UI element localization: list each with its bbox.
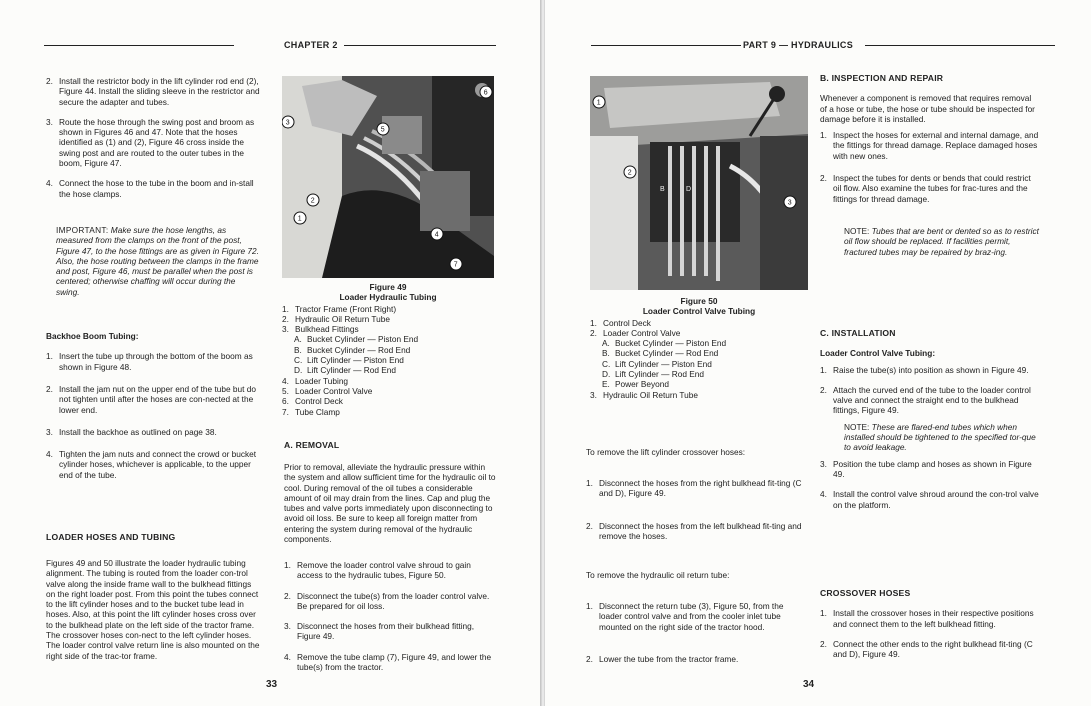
right-running-header [591, 40, 1055, 52]
installation-heading: C. INSTALLATION [820, 328, 896, 338]
legend-item [602, 348, 808, 358]
legend-item [282, 314, 494, 324]
header-rule [344, 45, 496, 46]
item-number: 4. [284, 651, 291, 662]
item-number: 2. [590, 327, 597, 338]
item-text: Disconnect the hoses from the left bulkhead fit-ting and remove the hoses. [599, 520, 802, 541]
item-number: 3. [46, 426, 53, 437]
item-number: 3. [590, 389, 597, 400]
item-number: 3. [284, 621, 291, 632]
backhoe-steps [46, 351, 260, 480]
item-text: Disconnect the return tube (3), Figure 50, from the loader control valve and from the cooler inlet tube mounted on the right side of the tractor hood. [599, 601, 784, 632]
note-bent-tubes [820, 226, 1040, 257]
inspection-heading: B. INSPECTION AND REPAIR [820, 73, 944, 83]
item-number: 2. [586, 653, 593, 664]
photo-letter-d: D [686, 186, 692, 193]
numbered-step [284, 652, 496, 673]
item-number: 5. [282, 385, 289, 396]
removal-heading: A. REMOVAL [284, 440, 340, 450]
item-number: 1. [820, 608, 827, 619]
valve-tubing-steps-a [820, 365, 1040, 416]
inspection-steps [820, 130, 1040, 204]
page-number: 34 [803, 679, 815, 690]
legend-item [602, 369, 808, 379]
legend-item [282, 324, 494, 334]
item-text: Lift Cylinder — Rod End [615, 369, 705, 380]
item-text: Hydraulic Oil Return Tube [603, 389, 698, 400]
item-text: Control Deck [295, 396, 343, 407]
numbered-step [46, 449, 260, 480]
numbered-step [284, 621, 496, 642]
item-number: B. [294, 344, 302, 355]
note-text: Tubes that are bent or dented so as to restrict oil flow should be replaced. If facilities permit, fractured tubes may be repaired by braz-ing. [844, 225, 1039, 257]
figure-49-legend [282, 304, 494, 417]
item-number: 2. [820, 638, 827, 649]
legend-item [602, 379, 808, 389]
item-number: 4. [46, 449, 53, 460]
item-text: Bulkhead Fittings [295, 324, 359, 335]
item-text: Connect the hose to the tube in the boom and in-stall the hose clamps. [59, 178, 254, 199]
item-number: 1. [590, 317, 597, 328]
right-page [545, 0, 1091, 706]
numbered-step [586, 478, 806, 499]
item-text: Install the restrictor body in the lift cylinder rod end (2), Figure 44. Install the sliding sleeve in the restrictor and secure the adapter and tubes. [59, 76, 260, 107]
item-text: Connect the other ends to the right bulkhead fit-ting (C and D), Figure 49. [833, 638, 1033, 660]
item-number: A. [602, 338, 610, 349]
callout-1: 1 [297, 215, 302, 223]
item-text: Disconnect the hoses from the right bulkhead fit-ting (C and D), Figure 49. [599, 478, 802, 499]
item-text: Tube Clamp [295, 406, 340, 417]
item-number: 2. [586, 520, 593, 531]
left-running-header [44, 40, 496, 52]
item-text: Install the control valve shroud around the con-trol valve on the platform. [833, 489, 1039, 510]
photo-letter-b: B [660, 186, 665, 193]
callout-2: 2 [627, 169, 632, 177]
item-text: Control Deck [603, 317, 651, 328]
callout-3: 3 [787, 199, 792, 207]
item-text: Lift Cylinder — Piston End [615, 358, 712, 369]
numbered-step [284, 591, 496, 612]
item-text: Inspect the tubes for dents or bends that could restrict oil flow. Also examine the tubes for frac-tures and the fittings for thread damage. [833, 173, 1031, 204]
legend-item [282, 407, 494, 417]
loader-hoses-heading: LOADER HOSES AND TUBING [46, 532, 176, 542]
item-text: Remove the tube clamp (7), Figure 49, and lower the tube(s) from the tractor. [297, 651, 492, 673]
item-text: Insert the tube up through the bottom of the boom as shown in Figure 48. [59, 351, 253, 372]
figure-50-legend [590, 318, 808, 400]
note-flared-tubes [820, 422, 1040, 453]
figure-49-number: Figure 49 [369, 282, 407, 292]
install-steps [46, 76, 260, 199]
item-text: Remove the loader control valve shroud to gain access to the hydraulic tubes, Figure 50. [297, 560, 471, 581]
crossover-install-section [820, 588, 1040, 659]
note-text: These are flared-end tubes which when installed should be tightened to the specified tor-que to avoid leakage. [844, 421, 1036, 453]
item-number: 1. [282, 303, 289, 314]
figure-49-caption [282, 282, 494, 417]
item-text: Bucket Cylinder — Piston End [307, 334, 419, 345]
callout-6: 6 [483, 89, 488, 97]
legend-item [294, 345, 494, 355]
item-text: Tighten the jam nuts and connect the crowd or bucket cylinder hoses, whichever is applicable, to the upper end of the tube. [59, 449, 257, 480]
item-text: Lift Cylinder — Piston End [307, 355, 404, 366]
figure-49-title: Loader Hydraulic Tubing [339, 292, 437, 303]
header-rule [865, 45, 1055, 46]
crossover-removal-intro: To remove the lift cylinder crossover hoses: [586, 447, 746, 457]
header-rule [591, 45, 741, 46]
numbered-step [46, 351, 260, 372]
item-text: Position the tube clamp and hoses as shown in Figure 49. [833, 458, 1032, 479]
return-tube-steps [586, 601, 806, 664]
item-number: 2. [820, 173, 827, 184]
left-page [0, 0, 541, 706]
item-text: Install the jam nut on the upper end of the tube but do not tighten until after the hoses are con-nected at the lower end. [59, 383, 256, 415]
legend-item [590, 390, 808, 400]
item-number: C. [294, 355, 303, 366]
numbered-step [820, 385, 1040, 416]
right-column-2 [820, 73, 1040, 257]
part-title: PART 9 — HYDRAULICS [743, 40, 854, 50]
item-text: Disconnect the tube(s) from the loader control valve. Be prepared for oil loss. [297, 590, 490, 611]
item-number: 2. [284, 590, 291, 601]
item-number: 2. [46, 383, 53, 394]
item-number: 1. [820, 130, 827, 141]
figure-50-photo [590, 76, 808, 290]
numbered-step [820, 639, 1040, 660]
item-number: D. [602, 369, 611, 380]
item-text: Attach the curved end of the tube to the loader control valve and connect the straight end to the bulkhead fittings, Figure 49. [833, 384, 1031, 416]
numbered-step [820, 173, 1040, 204]
callout-3: 3 [285, 119, 290, 127]
item-number: 1. [586, 478, 593, 488]
important-note [46, 225, 260, 297]
removal-steps [284, 560, 496, 672]
item-number: 7. [282, 406, 289, 417]
item-number: 3. [46, 116, 53, 127]
item-number: 2. [46, 76, 53, 86]
header-rule [44, 45, 234, 46]
callout-7: 7 [453, 261, 458, 269]
backhoe-heading: Backhoe Boom Tubing: [46, 331, 139, 342]
legend-item [282, 396, 494, 406]
crossover-removal-steps [586, 478, 806, 541]
item-text: Tractor Frame (Front Right) [295, 303, 397, 314]
item-text: Install the backhoe as outlined on page 38. [59, 426, 217, 437]
item-number: 4. [282, 375, 289, 386]
callout-1: 1 [596, 99, 601, 107]
item-number: 2. [820, 384, 827, 395]
numbered-step [586, 654, 806, 664]
numbered-step [820, 489, 1040, 510]
item-text: Raise the tube(s) into position as shown in Figure 49. [833, 364, 1029, 375]
item-number: 6. [282, 396, 289, 407]
item-text: Bucket Cylinder — Rod End [615, 348, 719, 359]
legend-item [282, 386, 494, 396]
item-number: 1. [586, 601, 593, 611]
item-number: 1. [46, 351, 53, 362]
numbered-step [284, 560, 496, 581]
numbered-step [46, 427, 260, 437]
chapter-title: CHAPTER 2 [284, 40, 338, 50]
numbered-step [820, 130, 1040, 161]
valve-tubing-heading: Loader Control Valve Tubing: [820, 348, 936, 359]
item-text: Disconnect the hoses from their bulkhead fitting, Figure 49. [297, 621, 475, 642]
item-number: A. [294, 334, 302, 345]
item-number: 2. [282, 313, 289, 324]
numbered-step [820, 459, 1040, 480]
legend-item [294, 365, 494, 375]
callout-5: 5 [380, 126, 385, 134]
numbered-step [820, 608, 1040, 629]
item-text: Loader Control Valve [603, 327, 681, 338]
legend-item [602, 338, 808, 348]
item-text: Install the crossover hoses in their respective positions and connect them to the left bulkhead fitting. [833, 608, 1034, 629]
legend-item [602, 359, 808, 369]
left-column-1 [46, 76, 260, 480]
item-text: Bucket Cylinder — Rod End [307, 344, 411, 355]
crossover-install-steps [820, 608, 1040, 659]
item-number: 1. [284, 560, 291, 570]
figure-49-illustration [282, 76, 494, 278]
item-number: 3. [820, 458, 827, 469]
page-number: 33 [266, 679, 278, 690]
figure-50-caption [590, 296, 808, 400]
item-text: Inspect the hoses for external and internal damage, and the fittings for thread damage. Replace damaged hoses with new ones. [833, 130, 1039, 161]
important-label: IMPORTANT: [56, 224, 109, 235]
item-text: Power Beyond [615, 379, 669, 390]
item-text: Lift Cylinder — Rod End [307, 365, 397, 376]
numbered-step [46, 384, 260, 415]
figure-50-number: Figure 50 [680, 296, 718, 306]
item-text: Hydraulic Oil Return Tube [295, 313, 390, 324]
item-number: D. [294, 365, 303, 376]
item-number: 3. [282, 324, 289, 335]
figure-50-illustration [590, 76, 808, 290]
item-number: 4. [820, 489, 827, 500]
numbered-step [820, 365, 1040, 375]
numbered-step [46, 117, 260, 168]
item-text: Lower the tube from the tractor frame. [599, 653, 739, 664]
item-text: Route the hose through the swing post and broom as shown in Figures 46 and 47. Note that the hoses identified as (1) and (2), Figure 46 cross inside the swing post and are routed to the outer tubes in the boom, Figure 47. [59, 116, 255, 169]
item-number: B. [602, 348, 610, 359]
legend-item [282, 376, 494, 386]
note-label: NOTE: [844, 225, 870, 236]
loader-hoses-paragraph: Figures 49 and 50 illustrate the loader hydraulic tubing alignment. The tubing is routed from the loader con-trol valve along the inside frame wall to the bulkhead fittings on the right loader post. From this point the tubes connect to the lift cylinder hoses and to the bucket tube lead in hoses. Also, at this point the lift cylinder hoses cross over to the bulkhead plate on the left side of the tractor frame. The crossover hoses con-nect to the left cylinder hoses. The loader control valve return line is also mounted on the right side of the trac-tor frame. [46, 558, 260, 661]
note-label: NOTE: [844, 421, 870, 432]
callout-2: 2 [310, 197, 315, 205]
numbered-step [586, 521, 806, 542]
return-tube-intro: To remove the hydraulic oil return tube: [586, 570, 730, 580]
item-text: Loader Tubing [295, 375, 349, 386]
item-number: E. [602, 379, 610, 390]
numbered-step [46, 178, 260, 199]
callout-4: 4 [434, 231, 439, 239]
removal-paragraph: Prior to removal, alleviate the hydraulic pressure within the system and allow sufficient time for the hydraulic oil to cool. During removal of the oil tubes a considerable amount of oil may drain from the lines. Cap and plug the tubes and valve ports immediately upon disconnecting to avoid oil loss. Be sure to keep all foreign matter from entering the system during removal of the hydraulic components. [284, 462, 496, 545]
figure-50-title: Loader Control Valve Tubing [642, 306, 756, 317]
inspection-paragraph: Whenever a component is removed that requires removal of a hose or tube, the hose or tube should be inspected for damage before it is installed. [820, 93, 1035, 124]
item-number: 1. [820, 364, 827, 375]
legend-item [294, 355, 494, 365]
item-number: C. [602, 358, 611, 369]
legend-item [590, 318, 808, 328]
legend-item [282, 304, 494, 314]
legend-item [590, 328, 808, 338]
crossover-hoses-heading: CROSSOVER HOSES [820, 588, 911, 598]
item-text: Bucket Cylinder — Piston End [615, 338, 727, 349]
item-number: 4. [46, 178, 53, 189]
item-text: Loader Control Valve [295, 385, 373, 396]
figure-49-photo [282, 76, 494, 278]
numbered-step [586, 601, 806, 632]
installation-section [820, 328, 1040, 510]
valve-tubing-steps-b [820, 459, 1040, 510]
important-text: Make sure the hose lengths, as measured from the clamps on the front of the post, Figure 47, to the hose fittings are as given in Figure 72. Also, the hose routing between the clamps in the frame and post, Figure 46, must be parallel when the post is centered; otherwise chaffing will occur during the swing. [56, 224, 259, 297]
numbered-step [46, 76, 260, 107]
legend-item [294, 334, 494, 344]
